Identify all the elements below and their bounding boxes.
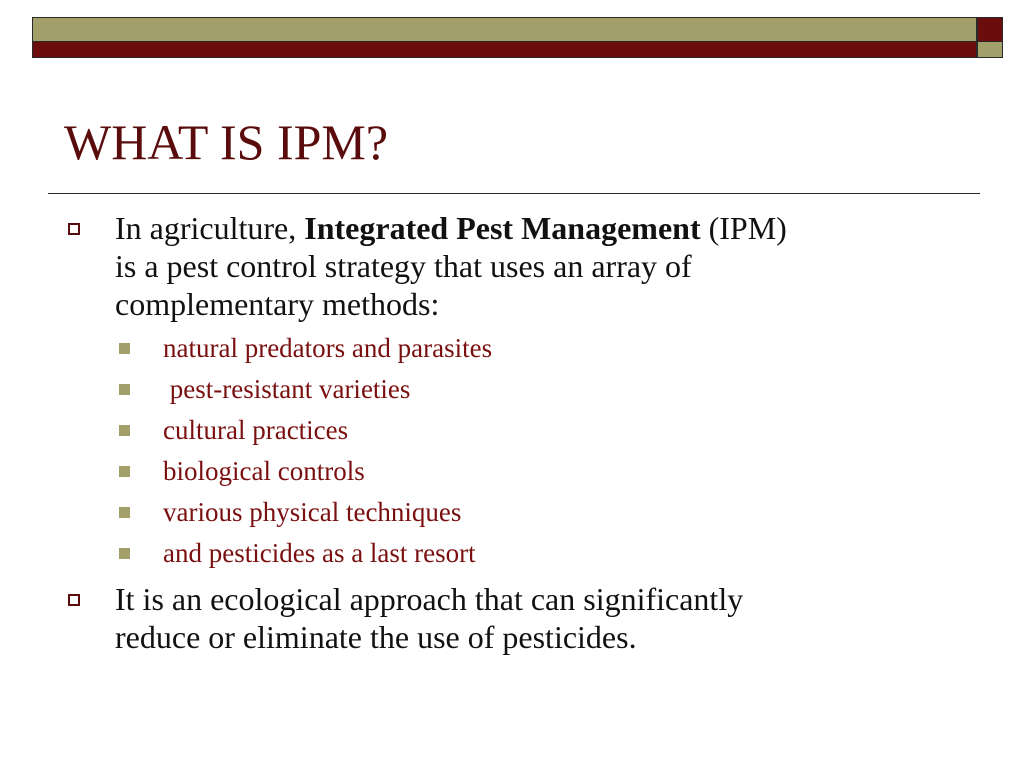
filled-square-bullet-icon — [119, 548, 130, 559]
bullet-1-suffix: (IPM) — [700, 210, 787, 246]
sub-list-item: biological controls — [163, 456, 365, 486]
bullet-1-emphasis: Integrated Pest Management — [304, 210, 701, 246]
sub-list-item: various physical techniques — [163, 497, 462, 527]
sub-list-item: pest-resistant varieties — [163, 374, 411, 404]
bullet-1-line-2: is a pest control strategy that uses an array of — [115, 248, 692, 284]
sub-list-item: natural predators and parasites — [163, 333, 493, 363]
sub-list-item: and pesticides as a last resort — [163, 538, 476, 568]
bullet-2-line-1: It is an ecological approach that can significantly — [115, 581, 744, 617]
filled-square-bullet-icon — [119, 343, 130, 354]
hollow-square-bullet-icon — [68, 223, 80, 235]
bullet-2-line-2: reduce or eliminate the use of pesticides. — [115, 619, 637, 655]
filled-square-bullet-icon — [119, 466, 130, 477]
filled-square-bullet-icon — [119, 507, 130, 518]
sub-list-item: cultural practices — [163, 415, 349, 445]
filled-square-bullet-icon — [119, 425, 130, 436]
bullet-1-line-1 — [115, 210, 975, 247]
slide-title: WHAT IS IPM? — [64, 114, 389, 170]
filled-square-bullet-icon — [119, 384, 130, 395]
hollow-square-bullet-icon — [68, 594, 80, 606]
bullet-1-line-3: complementary methods: — [115, 286, 440, 322]
bullet-1-prefix: In agriculture, — [115, 210, 305, 246]
